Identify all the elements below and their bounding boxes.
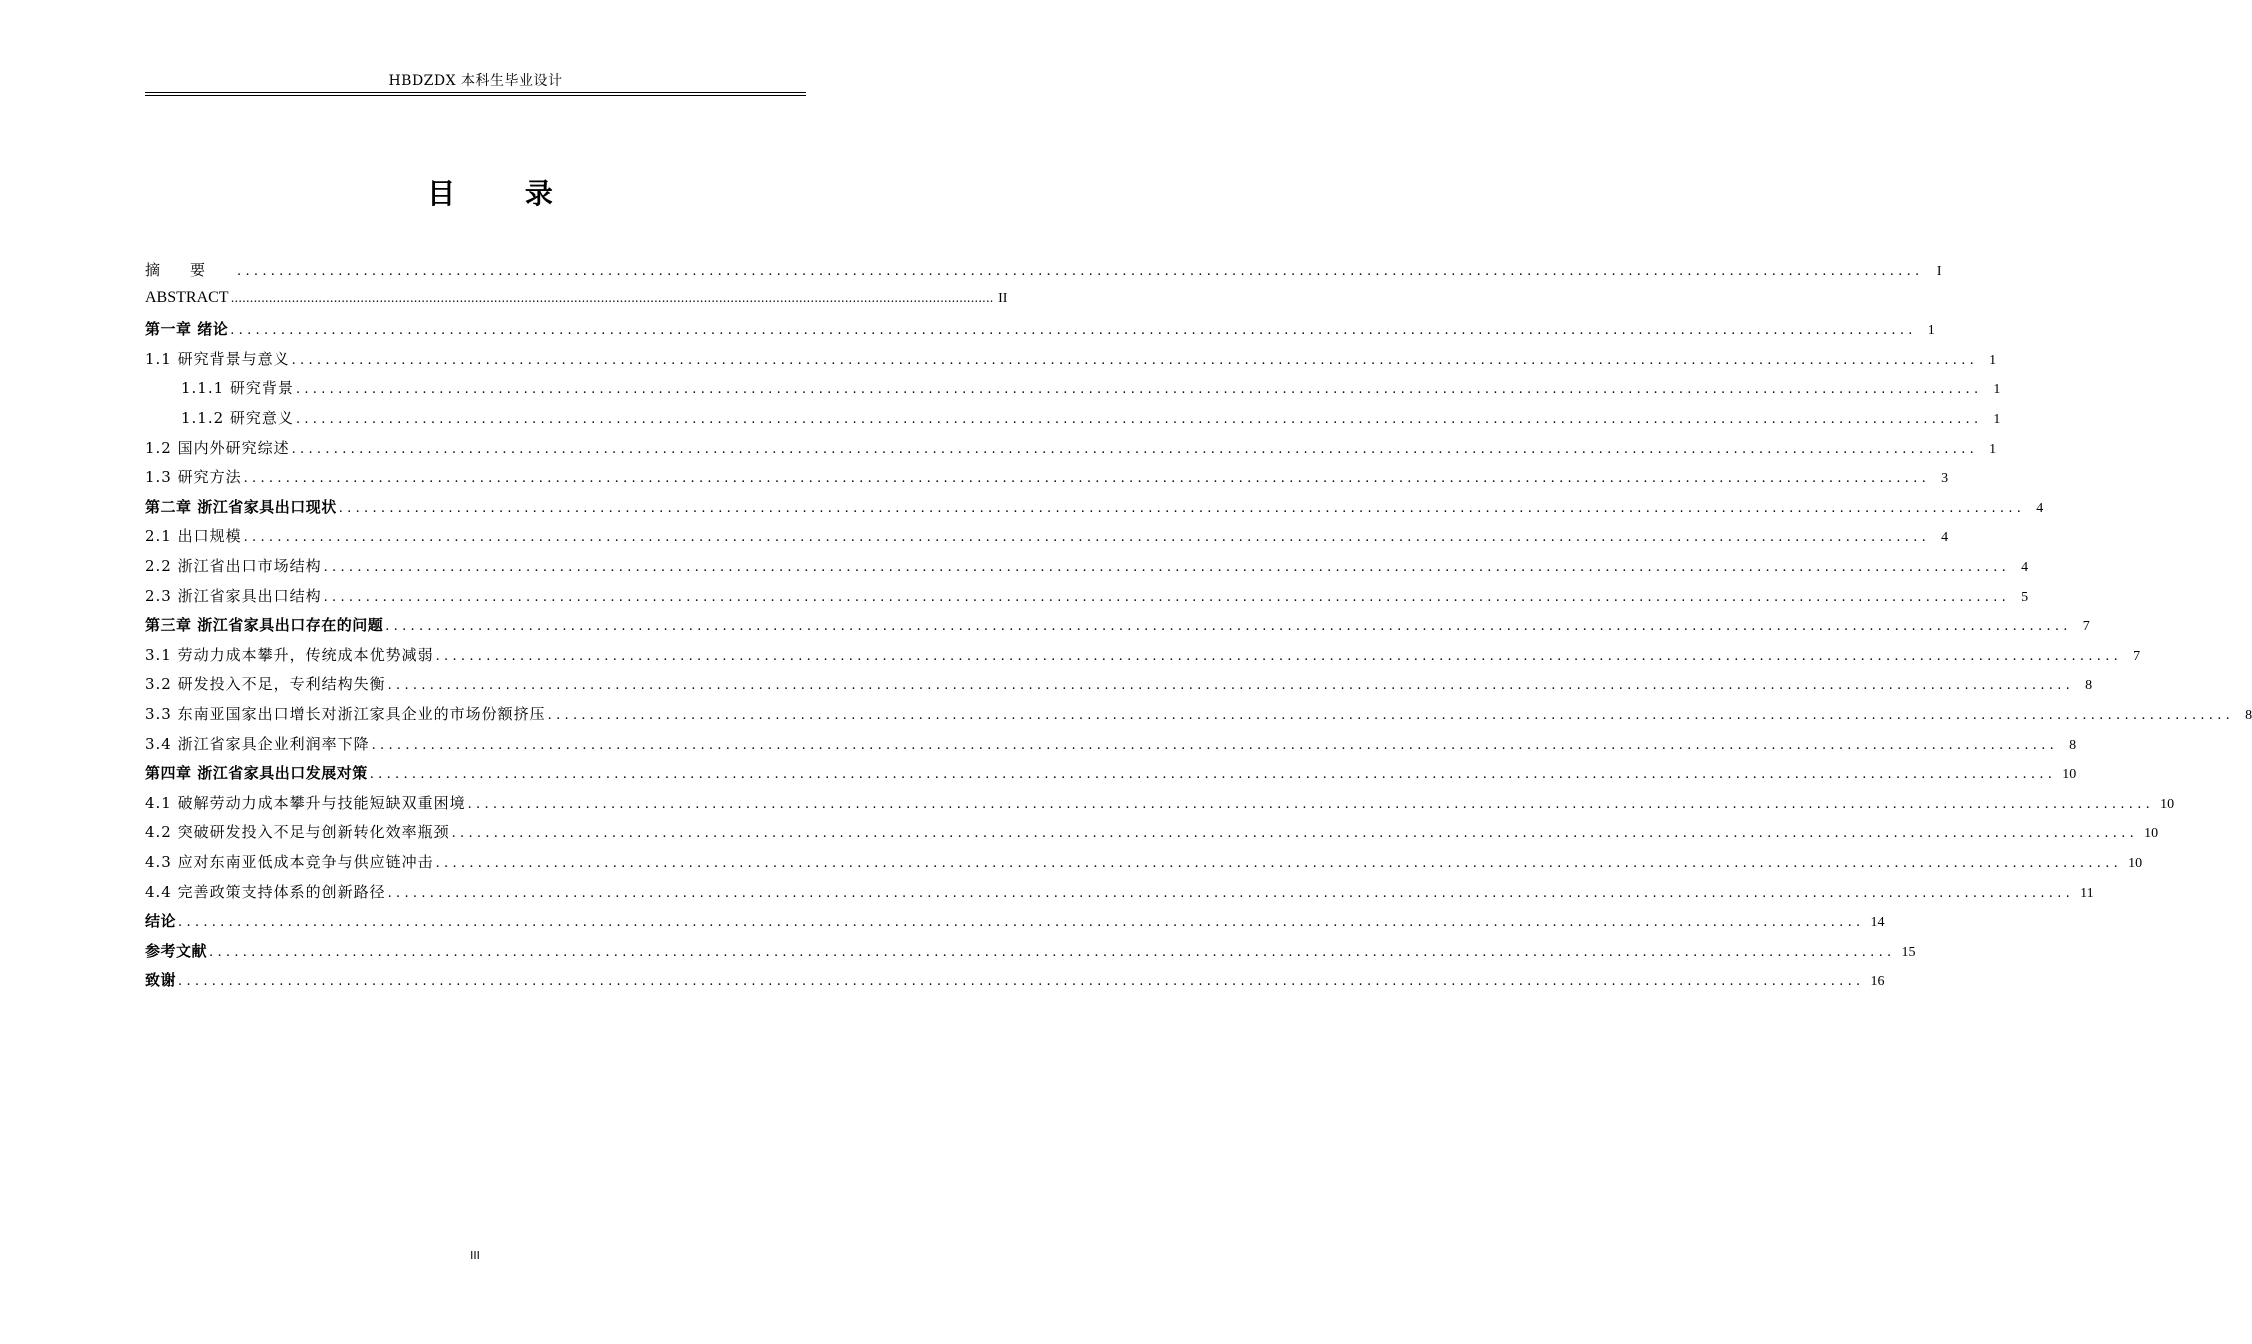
toc-leader-dots: ........................................................................................................................................................................................................ xyxy=(295,412,1983,427)
toc-entry-page: 10 xyxy=(2062,767,2077,783)
toc-entry-label: 1.3 研究方法 xyxy=(145,468,242,487)
toc-entry-label: 4.4 完善政策支持体系的创新路径 xyxy=(145,882,386,901)
toc-leader-dots: ........................................................................................................................................................................................................ xyxy=(467,796,2155,812)
header-rule xyxy=(145,92,806,93)
toc-entry[interactable] xyxy=(145,910,1885,932)
toc-entry-page: 16 xyxy=(1870,974,1885,990)
toc-entry-page: 7 xyxy=(2082,619,2090,635)
toc-entry[interactable] xyxy=(145,673,2093,695)
toc-entry-label: 4.2 突破研发投入不足与创新转化效率瓶颈 xyxy=(145,823,450,842)
toc-entry-page: I xyxy=(1936,264,1942,279)
toc-entry-page: 7 xyxy=(2133,648,2141,664)
toc-entry-label: 摘要 xyxy=(145,261,236,279)
toc-entry[interactable] xyxy=(145,969,1885,991)
toc-entry-page: 1 xyxy=(1989,441,1997,457)
toc-entry-page: 8 xyxy=(2245,708,2252,723)
toc-leader-dots: ........................................................................................................................................................................................................ xyxy=(230,290,994,305)
toc-leader-dots: ........................................................................................................................................................................................................ xyxy=(435,856,2123,871)
toc-entry[interactable] xyxy=(145,437,1997,459)
toc-entry-label: ABSTRACT xyxy=(145,288,229,306)
toc-entry-page: 8 xyxy=(2069,737,2077,753)
page-header: HBDZDX 本科生毕业设计 xyxy=(388,73,563,89)
toc-leader-dots: ........................................................................................................................................................................................................ xyxy=(387,678,2075,694)
toc-entry[interactable] xyxy=(145,466,1949,488)
toc-entry-label: 2.1 出口规模 xyxy=(145,527,242,546)
toc-entry-page: 5 xyxy=(2021,589,2029,605)
toc-entry[interactable] xyxy=(145,821,2159,843)
toc-entry-label: 3.1 劳动力成本攀升，传统成本优势减弱 xyxy=(145,645,434,664)
toc-entry[interactable] xyxy=(145,644,2141,666)
toc-entry-page: 15 xyxy=(1901,944,1916,960)
toc-entry[interactable] xyxy=(145,614,2090,636)
toc-leader-dots: ........................................................................................................................................................................................................ xyxy=(237,264,1924,279)
toc-entry[interactable] xyxy=(145,348,1997,370)
toc-leader-dots: ........................................................................................................................................................................................................ xyxy=(178,915,1865,931)
toc-entry-page: II xyxy=(998,290,1008,306)
header-rule-thick xyxy=(145,95,806,96)
toc-leader-dots: ........................................................................................................................................................................................................ xyxy=(291,352,1979,368)
toc-entry[interactable] xyxy=(181,377,2001,399)
toc-entry[interactable] xyxy=(145,259,1942,281)
toc-leader-dots: ........................................................................................................................................................................................................ xyxy=(243,471,1931,487)
toc-entry-label: 3.4 浙江省家具企业利润率下降 xyxy=(145,734,370,753)
toc-leader-dots: ........................................................................................................................................................................................................ xyxy=(209,944,1896,960)
toc-entry[interactable] xyxy=(145,525,1949,547)
toc-entry-label: 3.3 东南亚国家出口增长对浙江家具企业的市场份额挤压 xyxy=(145,705,546,723)
toc-entry-page: 4 xyxy=(2021,560,2029,575)
toc-entry-page: 8 xyxy=(2085,678,2093,694)
toc-title: 目 录 xyxy=(427,177,583,210)
toc-entry-page: 1 xyxy=(1927,323,1935,339)
toc-entry[interactable] xyxy=(145,733,2077,755)
toc-entry-label: 4.1 破解劳动力成本攀升与技能短缺双重困境 xyxy=(145,793,466,812)
toc-entry-label: 4.3 应对东南亚低成本竞争与供应链冲击 xyxy=(145,853,434,871)
toc-entry-page: 14 xyxy=(1870,915,1885,931)
toc-entry-page: 10 xyxy=(2144,826,2159,842)
toc-entry-label: 第四章 浙江省家具出口发展对策 xyxy=(145,764,368,783)
toc-entry[interactable] xyxy=(145,940,1916,962)
toc-entry-label: 第三章 浙江省家具出口存在的问题 xyxy=(145,616,384,635)
toc-leader-dots: ........................................................................................................................................................................................................ xyxy=(323,560,2011,575)
toc-entry-label: 致谢 xyxy=(145,971,177,990)
toc-leader-dots: ........................................................................................................................................................................................................ xyxy=(291,441,1979,457)
toc-leader-dots: ........................................................................................................................................................................................................ xyxy=(295,382,1983,398)
toc-entry-label: 第二章 浙江省家具出口现状 xyxy=(145,497,337,516)
toc-entry[interactable] xyxy=(145,851,2143,873)
toc-entry[interactable] xyxy=(145,496,2044,518)
toc-leader-dots: ........................................................................................................................................................................................................ xyxy=(371,737,2059,753)
toc-entry[interactable] xyxy=(145,585,2029,607)
toc-entry-page: 4 xyxy=(2036,500,2044,516)
toc-entry-page: 1 xyxy=(1993,382,2001,398)
toc-entry-label: 第一章 绪论 xyxy=(145,320,229,339)
toc-entry[interactable] xyxy=(145,881,2094,903)
toc-entry-label: 1.2 国内外研究综述 xyxy=(145,438,290,457)
toc-leader-dots: ........................................................................................................................................................................................................ xyxy=(547,708,2235,723)
toc-leader-dots: ........................................................................................................................................................................................................ xyxy=(451,826,2139,842)
page-number: III xyxy=(470,1249,480,1262)
toc-entry[interactable] xyxy=(145,762,2077,784)
toc-leader-dots: ........................................................................................................................................................................................................ xyxy=(435,648,2123,664)
toc-entry-label: 1.1.1 研究背景 xyxy=(181,379,294,398)
toc-entry-label: 结论 xyxy=(145,912,177,931)
toc-entry-label: 1.1 研究背景与意义 xyxy=(145,349,290,368)
toc-leader-dots: ........................................................................................................................................................................................................ xyxy=(385,619,2072,635)
toc-leader-dots: ........................................................................................................................................................................................................ xyxy=(338,500,2026,516)
toc-entry-page: 1 xyxy=(1993,412,2001,427)
toc-entry-label: 2.2 浙江省出口市场结构 xyxy=(145,557,322,575)
toc-entry-page: 3 xyxy=(1941,471,1949,487)
toc-entry[interactable] xyxy=(181,407,2001,429)
toc-entry-label: 参考文献 xyxy=(145,941,208,960)
toc-entry-page: 4 xyxy=(1941,530,1949,546)
toc-entry-label: 1.1.2 研究意义 xyxy=(181,409,294,427)
toc-leader-dots: ........................................................................................................................................................................................................ xyxy=(369,767,2057,783)
toc-entry-page: 11 xyxy=(2080,885,2094,901)
toc-entry[interactable] xyxy=(145,555,2029,577)
toc-leader-dots: ........................................................................................................................................................................................................ xyxy=(178,974,1865,990)
toc-leader-dots: ........................................................................................................................................................................................................ xyxy=(230,323,1917,339)
toc-leader-dots: ........................................................................................................................................................................................................ xyxy=(387,885,2075,901)
toc-entry-page: 10 xyxy=(2160,796,2175,812)
toc-entry[interactable] xyxy=(145,288,1008,311)
toc-leader-dots: ........................................................................................................................................................................................................ xyxy=(323,589,2011,605)
toc-entry[interactable] xyxy=(145,318,1935,340)
toc-entry[interactable] xyxy=(145,792,2175,814)
toc-entry-label: 3.2 研发投入不足，专利结构失衡 xyxy=(145,675,386,694)
toc-leader-dots: ........................................................................................................................................................................................................ xyxy=(243,530,1931,546)
toc-entry-page: 1 xyxy=(1989,352,1997,368)
toc-entry-label: 2.3 浙江省家具出口结构 xyxy=(145,586,322,605)
toc-entry[interactable] xyxy=(145,703,2252,725)
toc-entry-page: 10 xyxy=(2128,856,2143,871)
